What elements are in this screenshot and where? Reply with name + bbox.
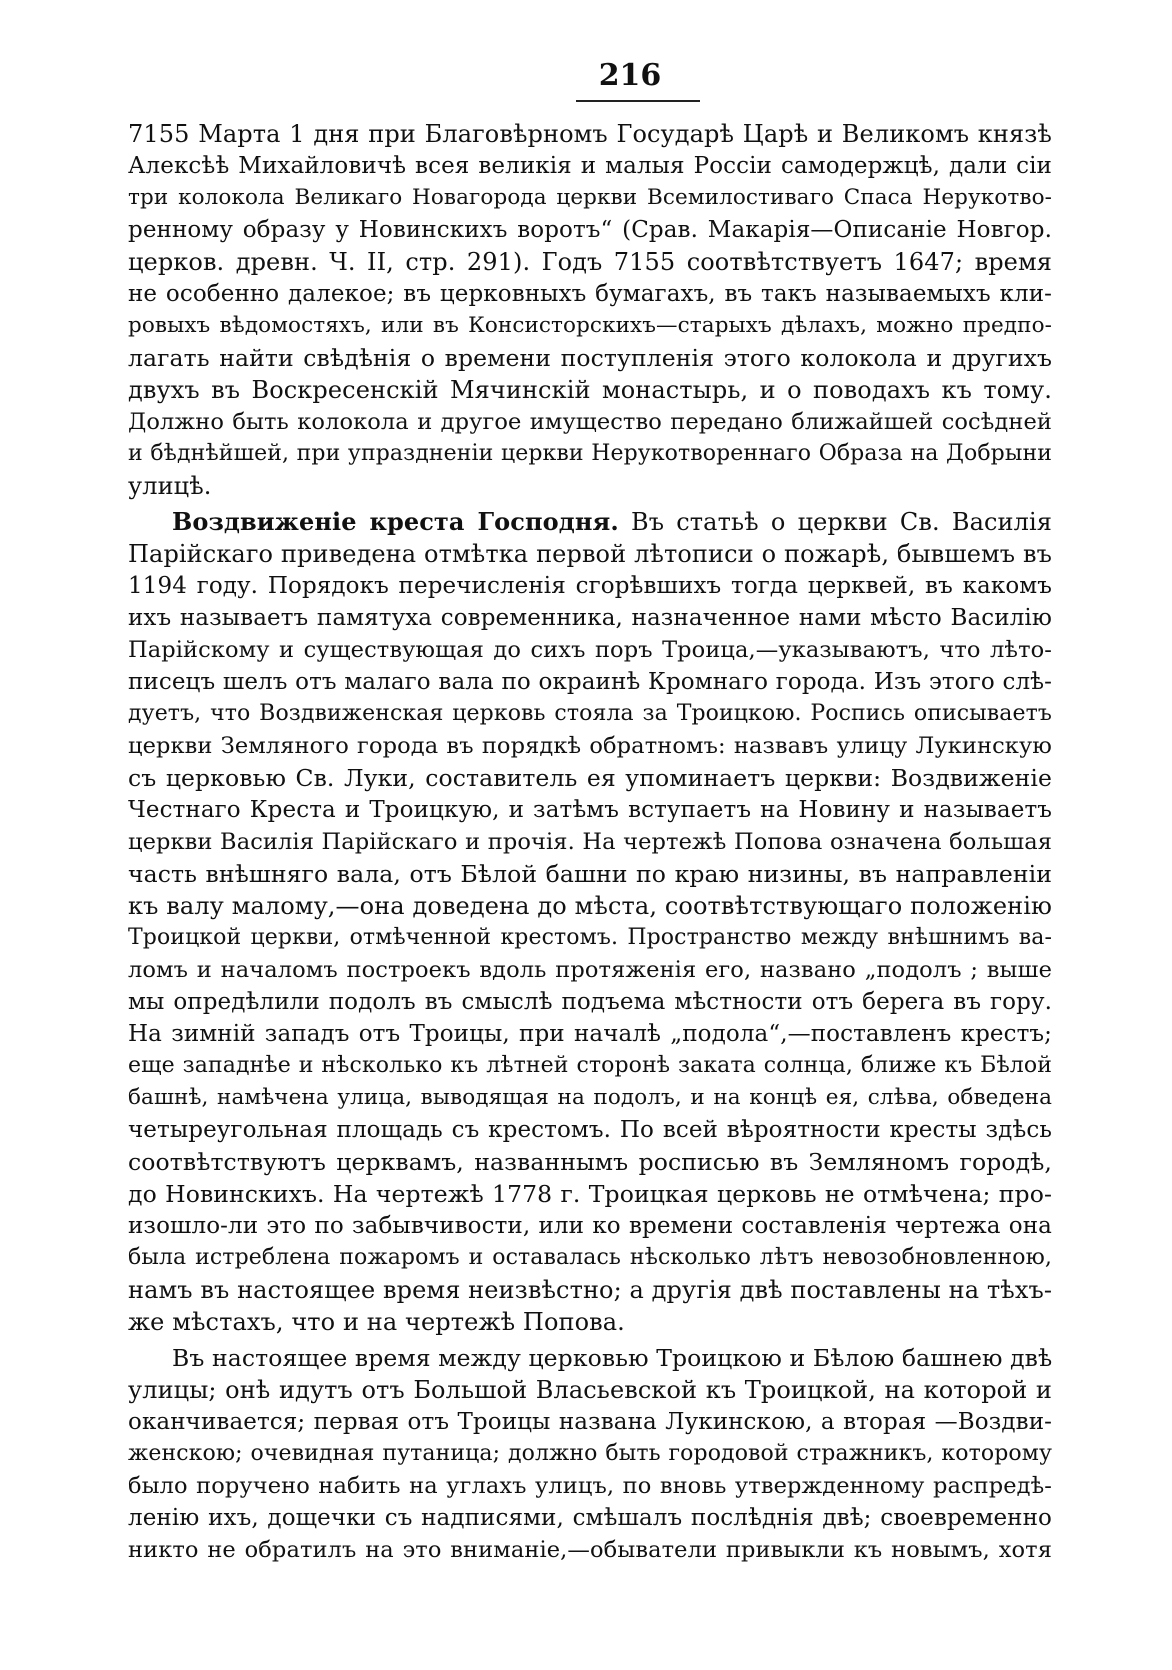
text-line: дуетъ, что Воздвиженская церковь стояла за Троицкою. Роспись описываетъ — [128, 701, 1052, 726]
text-line: оканчивается; первая отъ Троицы названа Лукинскою, а вторая —Воздви- — [128, 1409, 1052, 1435]
text-line: улицы; онѣ идутъ отъ Большой Власьевской къ Троицкой, на которой и — [128, 1376, 1052, 1404]
text-line: церкви Земляного города въ порядкѣ обратномъ: назвавъ улицу Лукинскую — [128, 733, 1052, 759]
text-line: четыреугольная площадь съ крестомъ. По всей вѣроятности кресты здѣсь — [128, 1117, 1052, 1143]
text-line: же мѣстахъ, что и на чертежѣ Попова. — [128, 1308, 625, 1336]
text-line: три колокола Великаго Новагорода церкви Всемилостиваго Спаса Нерукотво- — [128, 185, 1052, 210]
text-line: и бѣднѣйшей, при упраздненіи церкви Нерукотвореннаго Образа на Добрыни — [128, 441, 1052, 466]
text-line: писецъ шелъ отъ малаго вала по окраинѣ Кромнаго города. Изъ этого слѣ- — [128, 669, 1052, 695]
text-line: двухъ въ Воскресенскій Мячинскій монастырь, и о поводахъ къ тому. — [128, 376, 1052, 404]
text-line: ломъ и началомъ построекъ вдоль протяженія его, названо „подолъ ; выше — [128, 957, 1052, 983]
text-line: ленію ихъ, дощечки съ надписями, смѣшалъ послѣднія двѣ; своевременно — [128, 1505, 1052, 1531]
text-line: Троицкой церкви, отмѣченной крестомъ. Пространство между внѣшнимъ ва- — [128, 925, 1052, 950]
text-line: церков. древн. Ч. II, стр. 291). Годъ 7155 соотвѣтствуетъ 1647; время — [128, 248, 1052, 276]
text-line: Должно быть колокола и другое имущество передано ближайшей сосѣдней — [128, 409, 1052, 435]
text-line: ровыхъ вѣдомостяхъ, или въ Консисторскихъ—старыхъ дѣлахъ, можно предпо- — [128, 313, 1052, 338]
text-line: еще западнѣе и нѣсколько къ лѣтней сторонѣ заката солнца, ближе къ Бѣлой — [128, 1053, 1052, 1078]
text-run: Въ статьѣ о церкви Св. Василія — [630, 508, 1052, 536]
text-line: соотвѣтствуютъ церквамъ, названнымъ росписью въ Земляномъ городѣ, — [128, 1148, 1052, 1176]
page-number-rule — [576, 100, 700, 102]
text-line: ихъ называетъ памятуха современника, назначенное нами мѣсто Василію — [128, 605, 1052, 631]
text-line: изошло-ли это по забывчивости, или ко времени составленія чертежа она — [128, 1213, 1052, 1239]
text-line: Парійскому и существующая до сихъ поръ Троица,—указываютъ, что лѣто- — [128, 637, 1052, 663]
paragraph-2 — [128, 506, 1052, 1338]
text-line: Честнаго Креста и Троицкую, и затѣмъ вступаетъ на Новину и называетъ — [128, 797, 1052, 823]
text-line: къ валу малому,—она доведена до мѣста, соотвѣтствующаго положенію — [128, 892, 1052, 920]
text-line: Въ настоящее время между церковью Троицкою и Бѣлою башнею двѣ — [172, 1344, 1053, 1372]
text-line: мы опредѣлили подолъ въ смыслѣ подъема мѣстности отъ берега въ гору. — [128, 989, 1052, 1015]
text-line: На зимній западъ отъ Троицы, при началѣ „подола“,—поставленъ крестъ; — [128, 1021, 1052, 1047]
text-line: улицѣ. — [128, 472, 212, 500]
section-heading: Воздвиженіе креста Господня. — [172, 507, 619, 536]
page — [128, 56, 1052, 1566]
text-line: Парійскаго приведена отмѣтка первой лѣтописи о пожарѣ, бывшемъ въ — [128, 540, 1052, 568]
text-line: 7155 Марта 1 дня при Благовѣрномъ Государѣ Царѣ и Великомъ князѣ — [128, 120, 1052, 148]
paragraph-1 — [128, 118, 1052, 502]
text-line: ренному образу у Новинскихъ воротъ“ (Срав. Макарія—Описаніе Новгор. — [128, 217, 1052, 243]
text-line: до Новинскихъ. На чертежѣ 1778 г. Троицкая церковь не отмѣчена; про- — [128, 1180, 1052, 1208]
text-line: была истреблена пожаромъ и оставалась нѣсколько лѣтъ невозобновленною, — [128, 1245, 1052, 1270]
text-line: никто не обратилъ на это вниманіе,—обыватели привыкли къ новымъ, хотя — [128, 1537, 1052, 1563]
text-line: женскою; очевидная путаница; должно быть городовой стражникъ, которому — [128, 1441, 1052, 1466]
text-line-first — [128, 506, 1052, 538]
text-line: намъ въ настоящее время неизвѣстно; а другія двѣ поставлены на тѣхъ- — [128, 1276, 1053, 1304]
text-line: лагать найти свѣдѣнія о времени поступленія этого колокола и другихъ — [128, 344, 1052, 372]
text-line: Алексѣѣ Михайловичѣ всея великія и малыя Россіи самодержцѣ, дали сіи — [128, 153, 1052, 179]
text-line: 1194 году. Порядокъ перечисленія сгорѣвшихъ тогда церквей, въ какомъ — [128, 573, 1052, 599]
text-line: было поручено набить на углахъ улицъ, по вновь утвержденному распредѣ- — [128, 1473, 1052, 1499]
page-number: 216 — [598, 58, 662, 93]
text-line: башнѣ, намѣчена улица, выводящая на подолъ, и на концѣ ея, слѣва, обведена — [128, 1085, 1052, 1110]
text-line: не особенно далекое; въ церковныхъ бумагахъ, въ такъ называемыхъ кли- — [128, 281, 1052, 307]
paragraph-3 — [128, 1342, 1052, 1566]
text-line: часть внѣшняго вала, отъ Бѣлой башни по краю низины, въ направленіи — [128, 860, 1052, 888]
text-line: съ церковью Св. Луки, составитель ея упоминаетъ церкви: Воздвиженіе — [128, 764, 1052, 792]
text-line: церкви Василія Парійскаго и прочія. На чертежѣ Попова означена большая — [128, 829, 1052, 855]
